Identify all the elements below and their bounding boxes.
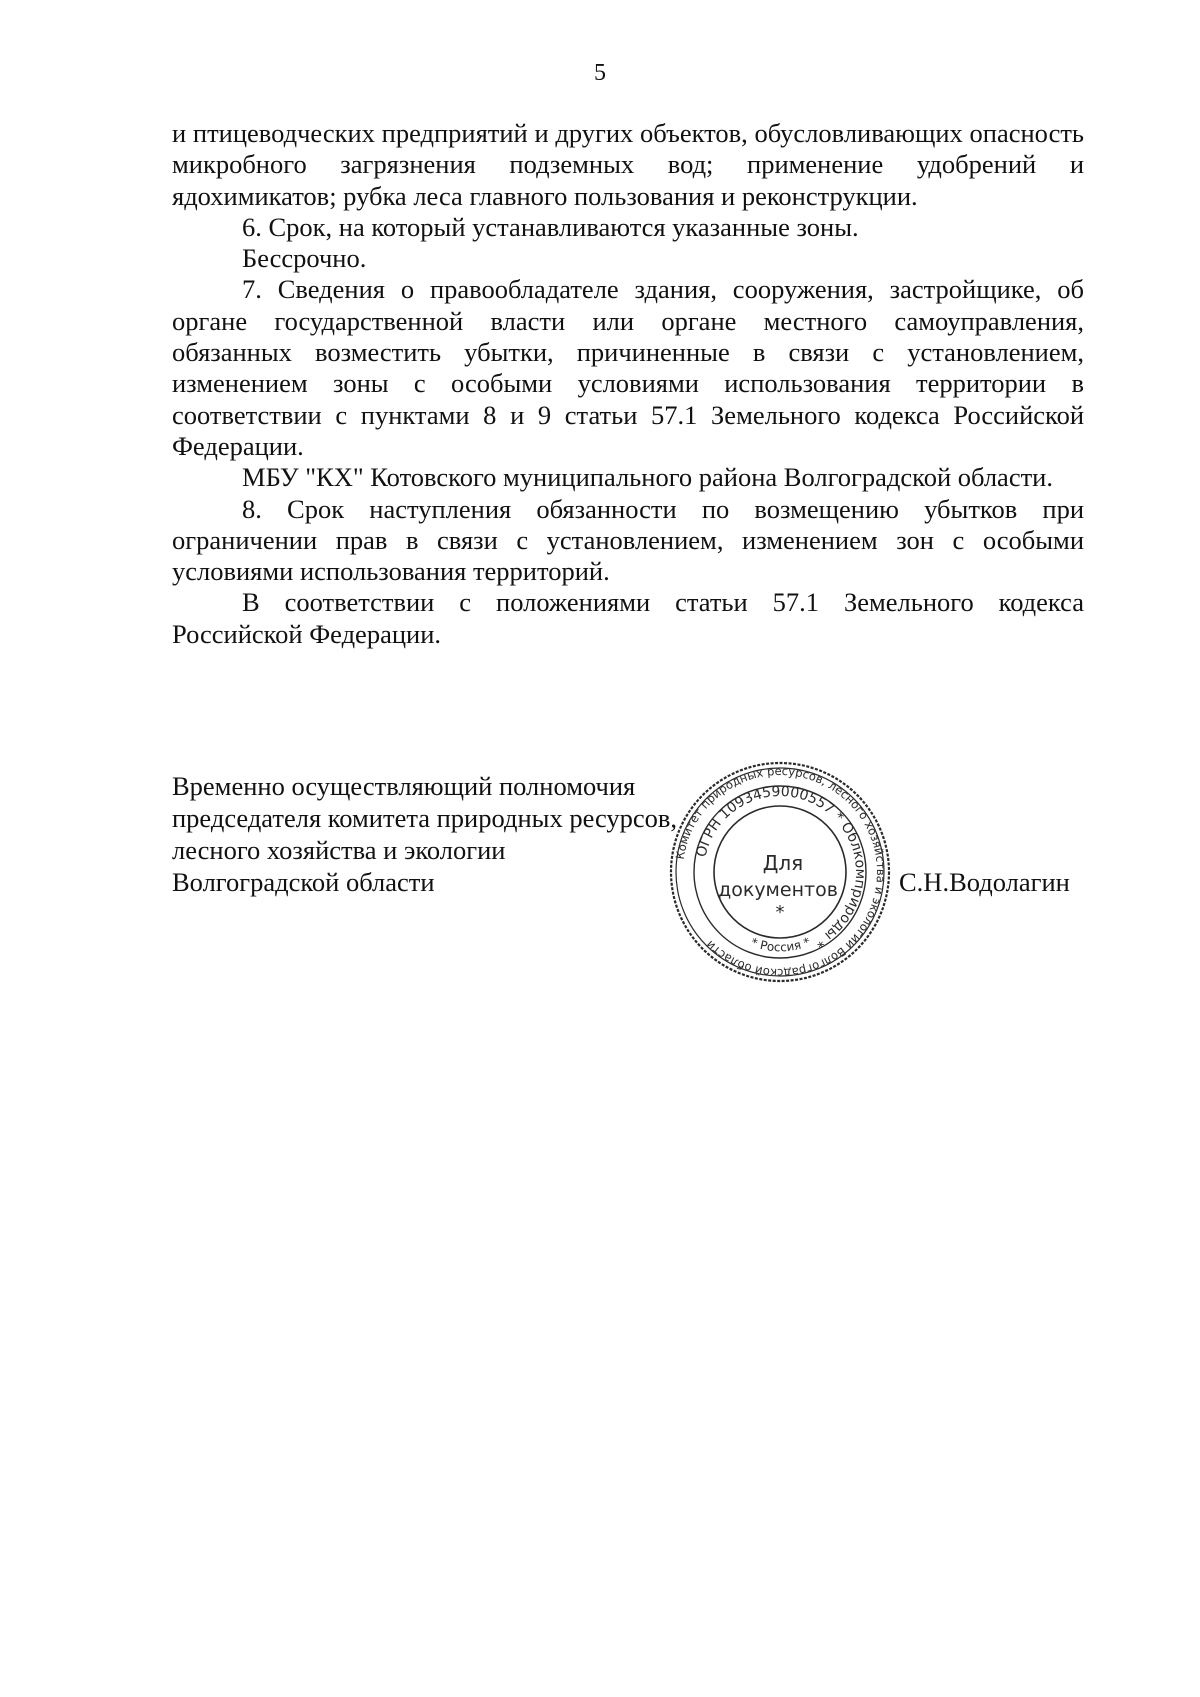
paragraph-item-7-heading: 7. Сведения о правообладателе здания, сооружения, застройщике, об органе государственной власти или органе местного самоуправления, обязанных возместить убытки, причиненные в связи с установлением, изменением зоны с особыми условиями использования территории в соответствии с пунктами 8 и 9 статьи 57.1 Земельного кодекса Российской Федерации. xyxy=(172,274,1084,461)
stamp-center-star: * xyxy=(775,902,785,923)
paragraph-item-8-value: В соответствии с положениями статьи 57.1 Земельного кодекса Российской Федерации. xyxy=(172,587,1084,649)
stamp-center-line2: документов xyxy=(718,879,838,901)
stamp-outer-ring-text: Комитет природных ресурсов, лесного хозяйства и экологии Волгоградской области xyxy=(672,763,889,981)
document-body xyxy=(172,118,1084,650)
paragraph-item-8-heading: 8. Срок наступления обязанности по возмещению убытков при ограничении прав в связи с установлением, изменением зон с особыми условиями использования территорий. xyxy=(172,493,1084,587)
signature-block xyxy=(172,770,677,898)
paragraph-continuation: и птицеводческих предприятий и других объектов, обусловливающих опасность микробного загрязнения подземных вод; применение удобрений и ядохимикатов; рубка леса главного пользования и реконструкции. xyxy=(172,118,1084,211)
stamp-bottom-text: * Россия * xyxy=(749,934,813,955)
signer-position-line: председателя комитета природных ресурсов, xyxy=(172,803,678,833)
paragraph-item-6-value: Бессрочно. xyxy=(242,243,367,274)
paragraph-item-7-value: МБУ "КХ" Котовского муниципального района Волгоградской области. xyxy=(242,462,1053,493)
signer-position-line: Временно осуществляющий полномочия xyxy=(172,771,636,801)
page-number: 5 xyxy=(594,60,606,86)
signer-name: С.Н.Водолагин xyxy=(899,867,1070,897)
stamp-inner-ring-text: ОГРН 1093459000557 * Облкомприроды * xyxy=(693,783,869,951)
stamp-center-line1: Для xyxy=(762,851,804,875)
official-seal-stamp xyxy=(660,760,900,985)
signer-position-line: лесного хозяйства и экологии xyxy=(172,835,506,865)
signer-position-line: Волгоградской области xyxy=(172,867,435,897)
paragraph-item-6-heading: 6. Срок, на который устанавливаются указанные зоны. xyxy=(242,211,859,242)
